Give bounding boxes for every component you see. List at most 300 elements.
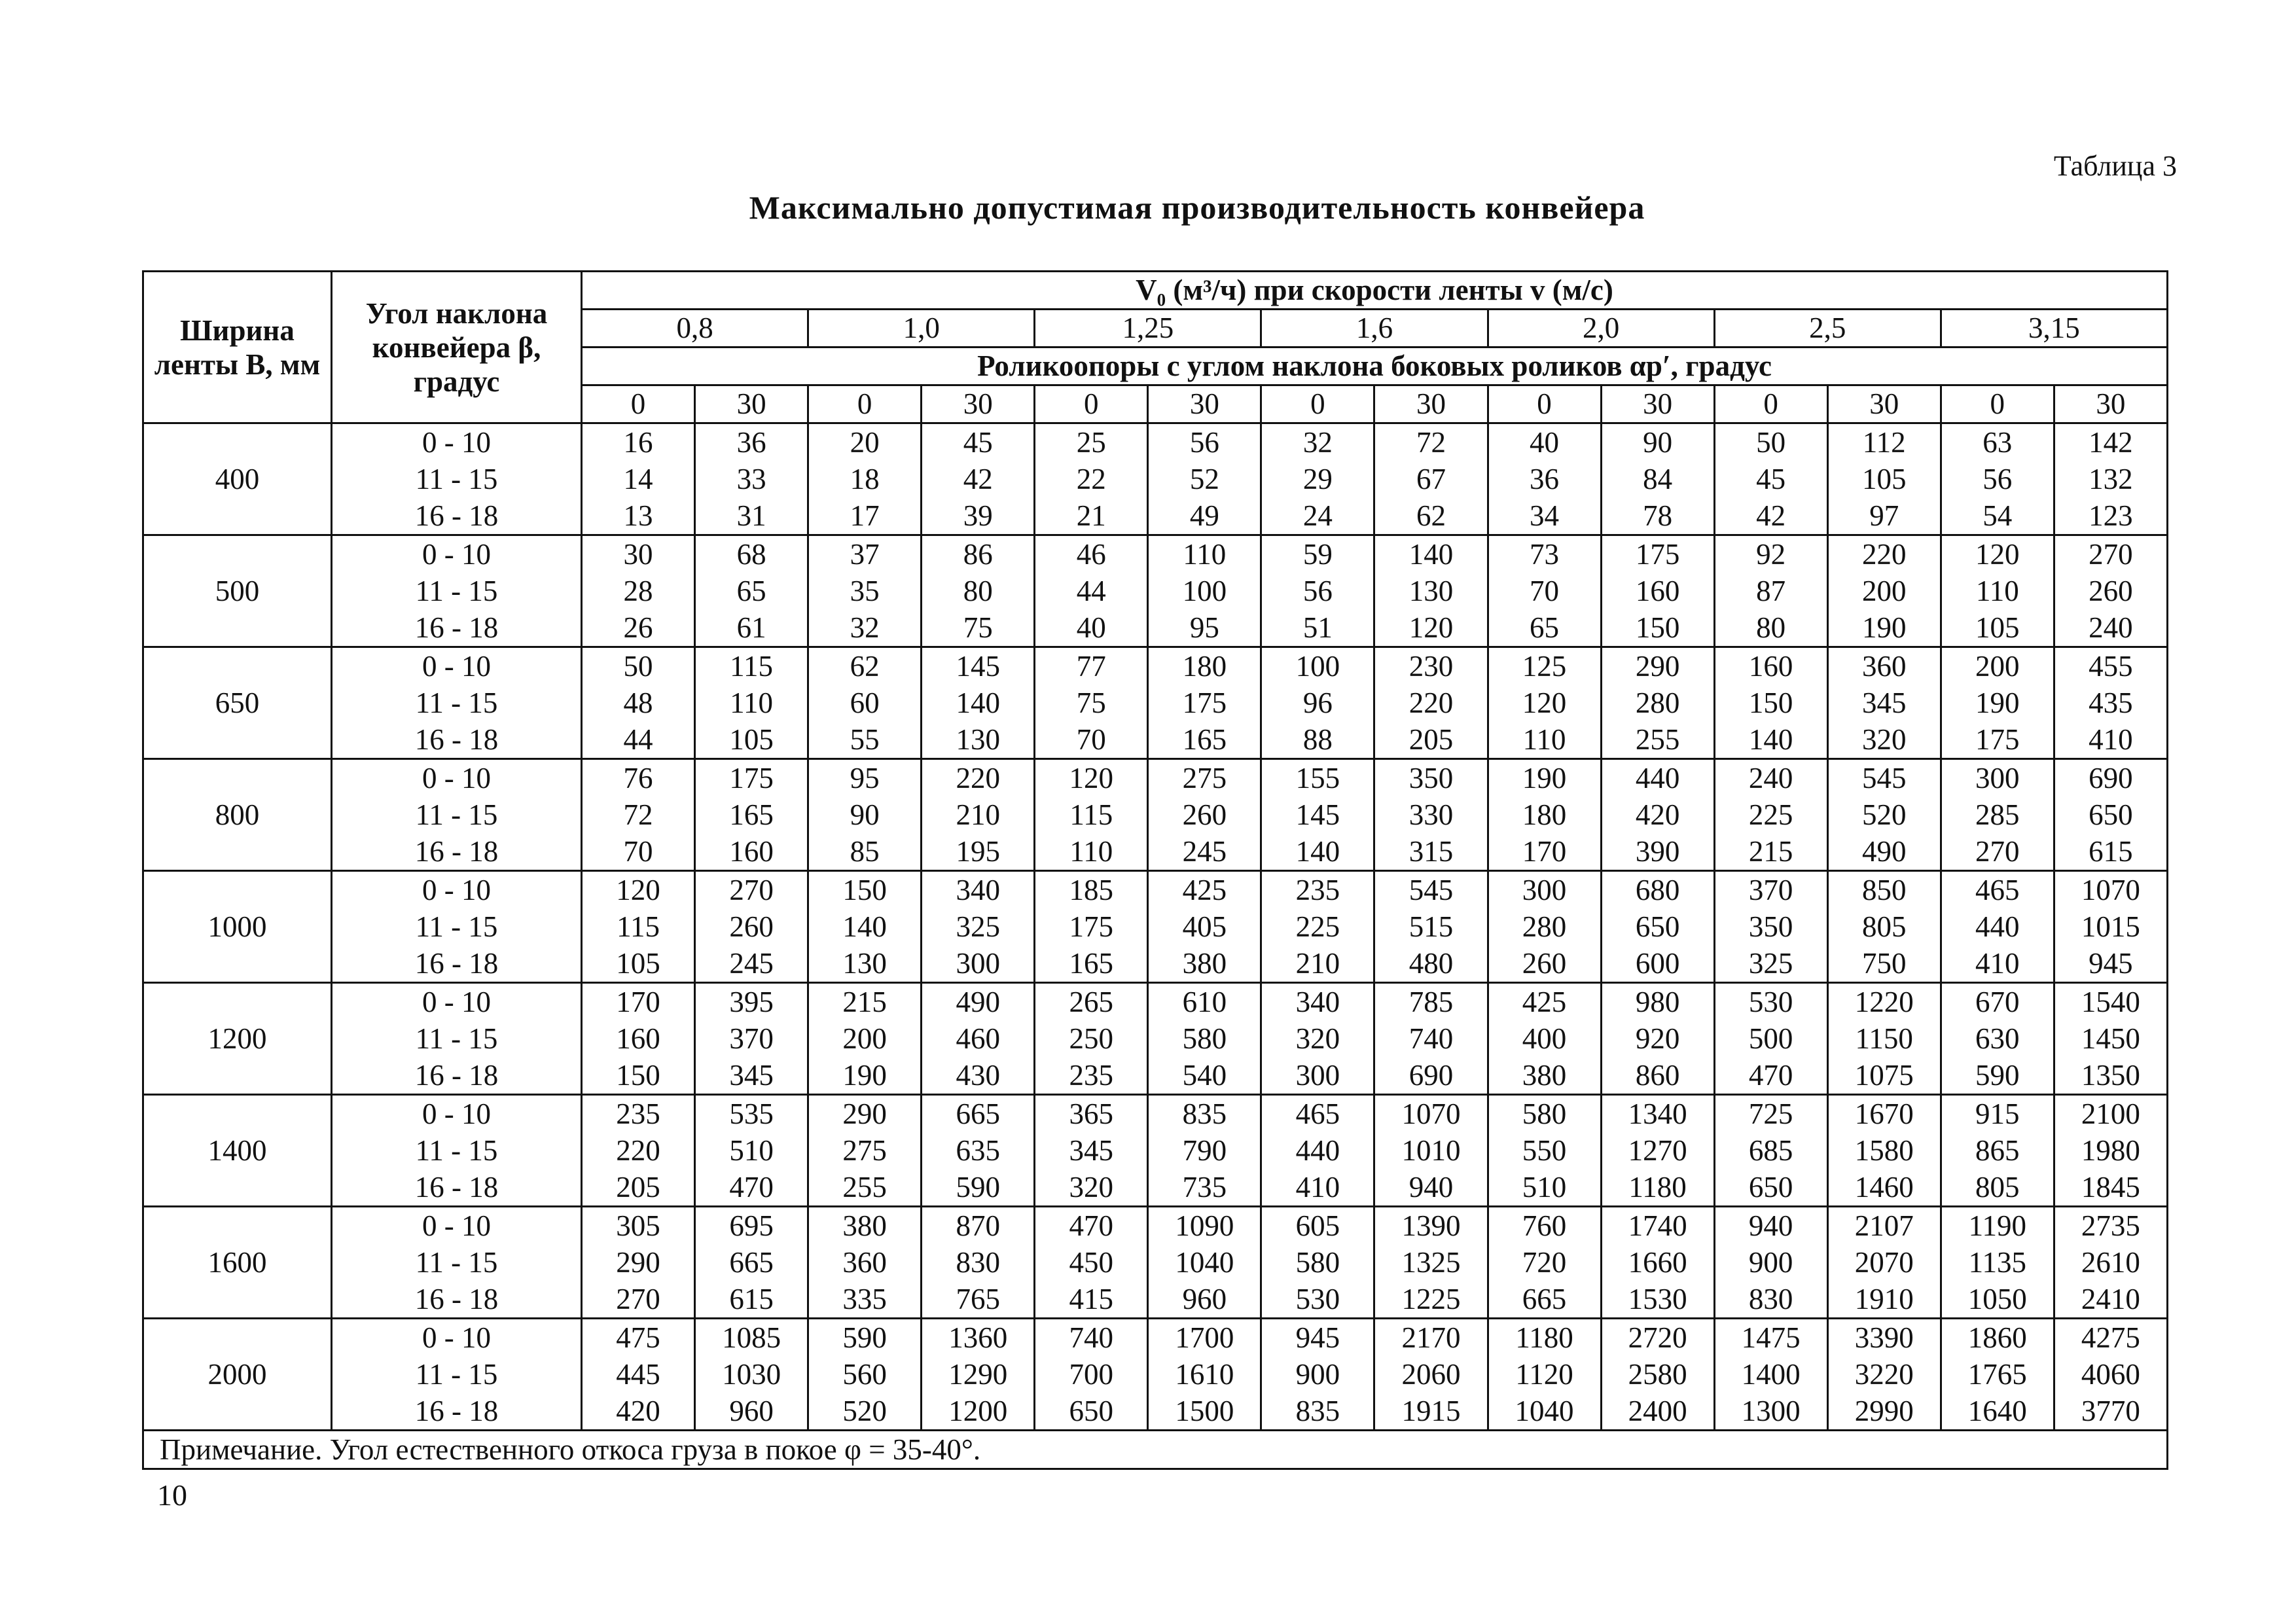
- capacity-value: 1860: [1967, 1321, 2027, 1354]
- capacity-value: 830: [956, 1246, 1000, 1279]
- capacity-value: 120: [1975, 538, 2020, 571]
- angle-range: 11 - 15: [415, 1134, 498, 1167]
- capacity-value: 340: [1295, 986, 1340, 1018]
- capacity-value: 4275: [2081, 1321, 2140, 1354]
- capacity-value: 520: [1861, 798, 1907, 831]
- capacity-value: 1015: [2081, 910, 2140, 943]
- capacity-value: 76: [623, 762, 653, 794]
- capacity-value: 1050: [1967, 1283, 2027, 1315]
- capacity-value: 305: [616, 1209, 660, 1242]
- speed-header: 3,15: [1941, 310, 2167, 348]
- capacity-cell: [1488, 1095, 1601, 1207]
- capacity-value: 665: [729, 1246, 774, 1279]
- angle-range: 11 - 15: [415, 1358, 498, 1391]
- capacity-cell: [1148, 871, 1261, 983]
- capacity-value: 610: [1182, 986, 1227, 1018]
- capacity-value: 1300: [1741, 1395, 1801, 1427]
- capacity-value: 34: [1530, 499, 1560, 532]
- capacity-value: 33: [736, 463, 766, 495]
- capacity-value: 1910: [1854, 1283, 1914, 1315]
- capacity-value: 240: [1748, 762, 1793, 794]
- capacity-value: 1085: [722, 1321, 781, 1354]
- capacity-value: 2735: [2081, 1209, 2140, 1242]
- belt-width-cell: 2000: [143, 1319, 332, 1431]
- angle-range: 0 - 10: [422, 986, 491, 1018]
- capacity-value: 70: [1076, 723, 1106, 756]
- capacity-cell: [808, 647, 922, 759]
- capacity-value: 195: [956, 835, 1000, 868]
- capacity-value: 425: [1182, 874, 1227, 906]
- capacity-value: 31: [736, 499, 766, 532]
- capacity-value: 22: [1076, 463, 1106, 495]
- capacity-value: 90: [850, 798, 880, 831]
- capacity-cell: [808, 983, 922, 1095]
- capacity-value: 220: [1408, 687, 1454, 719]
- capacity-cell: [1488, 1319, 1601, 1431]
- capacity-value: 54: [1982, 499, 2013, 532]
- capacity-value: 160: [1748, 650, 1793, 683]
- capacity-value: 180: [1522, 798, 1567, 831]
- capacity-cell: [1827, 871, 1941, 983]
- capacity-value: 160: [729, 835, 774, 868]
- capacity-cell: [1261, 1319, 1374, 1431]
- capacity-value: 635: [956, 1134, 1000, 1167]
- capacity-value: 475: [616, 1321, 660, 1354]
- capacity-value: 2100: [2081, 1097, 2140, 1130]
- capacity-value: 120: [1408, 611, 1454, 644]
- capacity-value: 1075: [1854, 1059, 1914, 1092]
- capacity-value: 1475: [1741, 1321, 1801, 1354]
- capacity-value: 260: [1522, 947, 1567, 980]
- capacity-cell: [1601, 1207, 1714, 1319]
- capacity-value: 420: [616, 1395, 660, 1427]
- capacity-cell: [1827, 1095, 1941, 1207]
- angle-range-cell: [332, 535, 582, 647]
- speed-header: 1,0: [808, 310, 1035, 348]
- capacity-cell: [1374, 759, 1488, 871]
- capacity-cell: [1261, 1095, 1374, 1207]
- capacity-value: 100: [1295, 650, 1340, 683]
- capacity-cell: [922, 983, 1035, 1095]
- roller-angle-header: 0: [1035, 385, 1148, 423]
- capacity-value: 39: [963, 499, 993, 532]
- capacity-value: 540: [1182, 1059, 1227, 1092]
- capacity-value: 290: [616, 1246, 660, 1279]
- angle-range: 11 - 15: [415, 798, 498, 831]
- speed-header: 2,5: [1714, 310, 1941, 348]
- capacity-value: 680: [1635, 874, 1680, 906]
- capacity-value: 470: [1069, 1209, 1114, 1242]
- capacity-value: 410: [1295, 1171, 1340, 1204]
- capacity-cell: [808, 1207, 922, 1319]
- capacity-value: 90: [1643, 426, 1673, 459]
- capacity-value: 750: [1861, 947, 1907, 980]
- capacity-cell: [1035, 535, 1148, 647]
- capacity-value: 340: [956, 874, 1000, 906]
- capacity-value: 160: [616, 1022, 660, 1055]
- capacity-value: 70: [1530, 575, 1560, 607]
- capacity-value: 220: [956, 762, 1000, 794]
- capacity-value: 14: [623, 463, 653, 495]
- capacity-value: 590: [842, 1321, 887, 1354]
- capacity-value: 245: [729, 947, 774, 980]
- capacity-cell: [808, 535, 922, 647]
- capacity-value: 235: [616, 1097, 660, 1130]
- capacity-value: 545: [1408, 874, 1454, 906]
- capacity-value: 115: [1069, 798, 1113, 831]
- capacity-value: 265: [1069, 986, 1114, 1018]
- capacity-value: 230: [1408, 650, 1454, 683]
- capacity-value: 260: [729, 910, 774, 943]
- capacity-value: 940: [1408, 1171, 1454, 1204]
- capacity-cell: [1374, 1207, 1488, 1319]
- angle-range: 16 - 18: [414, 947, 499, 980]
- capacity-value: 255: [842, 1171, 887, 1204]
- capacity-value: 20: [850, 426, 880, 459]
- capacity-value: 62: [1416, 499, 1446, 532]
- page-number: 10: [157, 1478, 187, 1512]
- capacity-value: 615: [2089, 835, 2133, 868]
- capacity-value: 360: [842, 1246, 887, 1279]
- capacity-value: 670: [1975, 986, 2020, 1018]
- capacity-value: 95: [1189, 611, 1219, 644]
- belt-width-cell: 1000: [143, 871, 332, 983]
- capacity-value: 110: [730, 687, 774, 719]
- capacity-value: 580: [1522, 1097, 1567, 1130]
- capacity-value: 145: [1295, 798, 1340, 831]
- capacity-value: 600: [1635, 947, 1680, 980]
- capacity-value: 420: [1635, 798, 1680, 831]
- capacity-value: 290: [1635, 650, 1680, 683]
- capacity-value: 36: [1530, 463, 1560, 495]
- table-row: [143, 1319, 2168, 1431]
- capacity-value: 42: [1756, 499, 1786, 532]
- capacity-value: 1460: [1854, 1171, 1914, 1204]
- capacity-value: 405: [1182, 910, 1227, 943]
- capacity-value: 280: [1522, 910, 1567, 943]
- roller-angle-header: 30: [1827, 385, 1941, 423]
- capacity-value: 175: [1182, 687, 1227, 719]
- capacity-value: 130: [1408, 575, 1454, 607]
- table-number: Таблица 3: [2053, 150, 2177, 182]
- capacity-cell: [2054, 871, 2167, 983]
- angle-range-cell: [332, 1319, 582, 1431]
- capacity-value: 435: [2089, 687, 2133, 719]
- capacity-value: 1090: [1175, 1209, 1234, 1242]
- capacity-value: 28: [623, 575, 653, 607]
- capacity-cell: [1827, 1207, 1941, 1319]
- capacity-value: 915: [1975, 1097, 2020, 1130]
- capacity-cell: [1035, 647, 1148, 759]
- table-row: [143, 1207, 2168, 1319]
- capacity-value: 200: [842, 1022, 887, 1055]
- angle-range: 16 - 18: [414, 835, 499, 868]
- capacity-value: 335: [842, 1283, 887, 1315]
- capacity-value: 255: [1635, 723, 1680, 756]
- capacity-value: 2610: [2081, 1246, 2140, 1279]
- angle-range: 16 - 18: [414, 1171, 499, 1204]
- capacity-value: 59: [1302, 538, 1333, 571]
- capacity-value: 100: [1182, 575, 1227, 607]
- capacity-value: 415: [1069, 1283, 1114, 1315]
- angle-range: 11 - 15: [415, 463, 498, 495]
- angle-range-cell: [332, 759, 582, 871]
- capacity-value: 110: [1975, 575, 2019, 607]
- roller-angle-header: 30: [2054, 385, 2167, 423]
- belt-width-cell: 400: [143, 423, 332, 535]
- capacity-cell: [1374, 535, 1488, 647]
- capacity-value: 350: [1748, 910, 1793, 943]
- capacity-value: 1450: [2081, 1022, 2140, 1055]
- capacity-value: 300: [1975, 762, 2020, 794]
- capacity-cell: [1261, 759, 1374, 871]
- capacity-value: 380: [1522, 1059, 1567, 1092]
- capacity-value: 235: [1295, 874, 1340, 906]
- capacity-value: 190: [1975, 687, 2020, 719]
- capacity-cell: [1714, 759, 1827, 871]
- capacity-value: 51: [1302, 611, 1333, 644]
- capacity-value: 165: [729, 798, 774, 831]
- capacity-value: 345: [1069, 1134, 1114, 1167]
- capacity-value: 2720: [1628, 1321, 1687, 1354]
- capacity-value: 65: [736, 575, 766, 607]
- capacity-value: 1180: [1628, 1171, 1687, 1204]
- capacity-value: 685: [1748, 1134, 1793, 1167]
- capacity-value: 490: [1861, 835, 1907, 868]
- capacity-cell: [1035, 1319, 1148, 1431]
- capacity-value: 63: [1982, 426, 2013, 459]
- capacity-cell: [695, 647, 808, 759]
- capacity-value: 42: [963, 463, 993, 495]
- capacity-cell: [1148, 759, 1261, 871]
- angle-range: 0 - 10: [422, 874, 491, 906]
- capacity-value: 160: [1635, 575, 1680, 607]
- capacity-cell: [1374, 423, 1488, 535]
- capacity-value: 1700: [1175, 1321, 1234, 1354]
- capacity-value: 3220: [1854, 1358, 1914, 1391]
- capacity-value: 150: [842, 874, 887, 906]
- capacity-value: 52: [1189, 463, 1219, 495]
- capacity-value: 470: [1748, 1059, 1793, 1092]
- angle-range: 0 - 10: [422, 1321, 491, 1354]
- capacity-cell: [1374, 647, 1488, 759]
- capacity-value: 1390: [1401, 1209, 1461, 1242]
- angle-range: 0 - 10: [422, 538, 491, 571]
- capacity-value: 49: [1189, 499, 1219, 532]
- capacity-value: 805: [1861, 910, 1907, 943]
- capacity-value: 86: [963, 538, 993, 571]
- capacity-value: 560: [842, 1358, 887, 1391]
- table-row: [143, 759, 2168, 871]
- capacity-value: 225: [1295, 910, 1340, 943]
- angle-range: 16 - 18: [414, 611, 499, 644]
- angle-range: 16 - 18: [414, 1059, 499, 1092]
- capacity-cell: [1601, 871, 1714, 983]
- capacity-value: 1845: [2081, 1171, 2140, 1204]
- capacity-cell: [922, 1207, 1035, 1319]
- table-row: [143, 647, 2168, 759]
- angle-range: 16 - 18: [414, 723, 499, 756]
- capacity-value: 470: [729, 1171, 774, 1204]
- capacity-value: 123: [2089, 499, 2133, 532]
- capacity-value: 940: [1748, 1209, 1793, 1242]
- belt-width-cell: 1400: [143, 1095, 332, 1207]
- capacity-cell: [2054, 1319, 2167, 1431]
- capacity-value: 1500: [1175, 1395, 1234, 1427]
- belt-width-cell: 650: [143, 647, 332, 759]
- capacity-value: 235: [1069, 1059, 1114, 1092]
- capacity-value: 270: [2089, 538, 2133, 571]
- belt-width-cell: 1200: [143, 983, 332, 1095]
- capacity-value: 200: [1861, 575, 1907, 607]
- capacity-cell: [695, 423, 808, 535]
- capacity-value: 18: [850, 463, 880, 495]
- capacity-value: 740: [1408, 1022, 1454, 1055]
- capacity-value: 605: [1295, 1209, 1340, 1242]
- capacity-value: 215: [1748, 835, 1793, 868]
- angle-range-cell: [332, 647, 582, 759]
- capacity-cell: [1148, 983, 1261, 1095]
- capacity-cell: [1601, 423, 1714, 535]
- capacity-cell: [1601, 647, 1714, 759]
- capacity-value: 1350: [2081, 1059, 2140, 1092]
- capacity-value: 190: [1861, 611, 1907, 644]
- capacity-cell: [1488, 647, 1601, 759]
- capacity-value: 350: [1408, 762, 1454, 794]
- capacity-cell: [922, 871, 1035, 983]
- capacity-cell: [1374, 1095, 1488, 1207]
- capacity-value: 315: [1408, 835, 1454, 868]
- belt-width-cell: 800: [143, 759, 332, 871]
- angle-range: 0 - 10: [422, 1097, 491, 1130]
- capacity-value: 35: [850, 575, 880, 607]
- capacity-value: 345: [1861, 687, 1907, 719]
- capacity-value: 140: [956, 687, 1000, 719]
- capacity-value: 650: [1748, 1171, 1793, 1204]
- capacity-value: 665: [956, 1097, 1000, 1130]
- capacity-value: 1290: [948, 1358, 1008, 1391]
- capacity-cell: [582, 759, 695, 871]
- capacity-value: 320: [1295, 1022, 1340, 1055]
- capacity-value: 175: [1069, 910, 1114, 943]
- capacity-cell: [1261, 423, 1374, 535]
- capacity-value: 77: [1076, 650, 1106, 683]
- capacity-value: 225: [1748, 798, 1793, 831]
- capacity-value: 56: [1302, 575, 1333, 607]
- capacity-value: 580: [1182, 1022, 1227, 1055]
- capacity-cell: [1941, 1319, 2054, 1431]
- capacity-value: 430: [956, 1059, 1000, 1092]
- capacity-value: 145: [956, 650, 1000, 683]
- capacity-value: 510: [1522, 1171, 1567, 1204]
- capacity-cell: [1261, 983, 1374, 1095]
- capacity-value: 61: [736, 611, 766, 644]
- capacity-cell: [1035, 983, 1148, 1095]
- capacity-value: 550: [1522, 1134, 1567, 1167]
- capacity-cell: [1035, 423, 1148, 535]
- capacity-value: 2580: [1628, 1358, 1687, 1391]
- capacity-value: 200: [1975, 650, 2020, 683]
- capacity-value: 1030: [722, 1358, 781, 1391]
- capacity-value: 140: [842, 910, 887, 943]
- capacity-cell: [922, 1095, 1035, 1207]
- capacity-value: 13: [623, 499, 653, 532]
- capacity-value: 46: [1076, 538, 1106, 571]
- capacity-value: 165: [1182, 723, 1227, 756]
- roller-angle-header: 0: [1714, 385, 1827, 423]
- capacity-value: 2170: [1401, 1321, 1461, 1354]
- capacity-value: 1980: [2081, 1134, 2140, 1167]
- capacity-value: 760: [1522, 1209, 1567, 1242]
- capacity-value: 320: [1069, 1171, 1114, 1204]
- capacity-cell: [1714, 1319, 1827, 1431]
- capacity-value: 1660: [1628, 1246, 1687, 1279]
- table-row: [143, 535, 2168, 647]
- capacity-value: 56: [1189, 426, 1219, 459]
- capacity-value: 1040: [1515, 1395, 1574, 1427]
- capacity-value: 545: [1861, 762, 1907, 794]
- capacity-value: 17: [850, 499, 880, 532]
- capacity-value: 40: [1076, 611, 1106, 644]
- speed-header: 1,6: [1261, 310, 1488, 348]
- capacity-cell: [1714, 983, 1827, 1095]
- capacity-cell: [1261, 535, 1374, 647]
- capacity-value: 1670: [1854, 1097, 1914, 1130]
- capacity-value: 945: [1295, 1321, 1340, 1354]
- capacity-value: 1530: [1628, 1283, 1687, 1315]
- capacity-cell: [1941, 983, 2054, 1095]
- capacity-value: 120: [1522, 687, 1567, 719]
- capacity-value: 440: [1975, 910, 2020, 943]
- capacity-value: 695: [729, 1209, 774, 1242]
- capacity-value: 170: [1522, 835, 1567, 868]
- capacity-cell: [922, 535, 1035, 647]
- capacity-value: 1740: [1628, 1209, 1687, 1242]
- capacity-value: 220: [1861, 538, 1907, 571]
- header-roller-supports: Роликоопоры с углом наклона боковых роликов αр′, градус: [582, 348, 2168, 385]
- capacity-value: 150: [616, 1059, 660, 1092]
- capacity-value: 130: [956, 723, 1000, 756]
- capacity-cell: [1714, 1207, 1827, 1319]
- capacity-value: 1070: [1401, 1097, 1461, 1130]
- capacity-value: 740: [1069, 1321, 1114, 1354]
- capacity-value: 445: [616, 1358, 660, 1391]
- capacity-cell: [695, 759, 808, 871]
- capacity-cell: [808, 1319, 922, 1431]
- capacity-value: 132: [2089, 463, 2133, 495]
- capacity-value: 112: [1862, 426, 1906, 459]
- capacity-value: 370: [1748, 874, 1793, 906]
- capacity-value: 345: [729, 1059, 774, 1092]
- capacity-value: 270: [729, 874, 774, 906]
- capacity-value: 400: [1522, 1022, 1567, 1055]
- capacity-value: 530: [1748, 986, 1793, 1018]
- capacity-cell: [1601, 983, 1714, 1095]
- capacity-value: 450: [1069, 1246, 1114, 1279]
- capacity-value: 67: [1416, 463, 1446, 495]
- capacity-value: 2060: [1401, 1358, 1461, 1391]
- capacity-value: 260: [2089, 575, 2133, 607]
- capacity-value: 115: [617, 910, 660, 943]
- roller-angle-header: 0: [1488, 385, 1601, 423]
- capacity-cell: [1148, 1095, 1261, 1207]
- capacity-value: 765: [956, 1283, 1000, 1315]
- capacity-cell: [1261, 871, 1374, 983]
- capacity-cell: [1827, 759, 1941, 871]
- capacity-value: 73: [1530, 538, 1560, 571]
- capacity-value: 330: [1408, 798, 1454, 831]
- capacity-value: 280: [1635, 687, 1680, 719]
